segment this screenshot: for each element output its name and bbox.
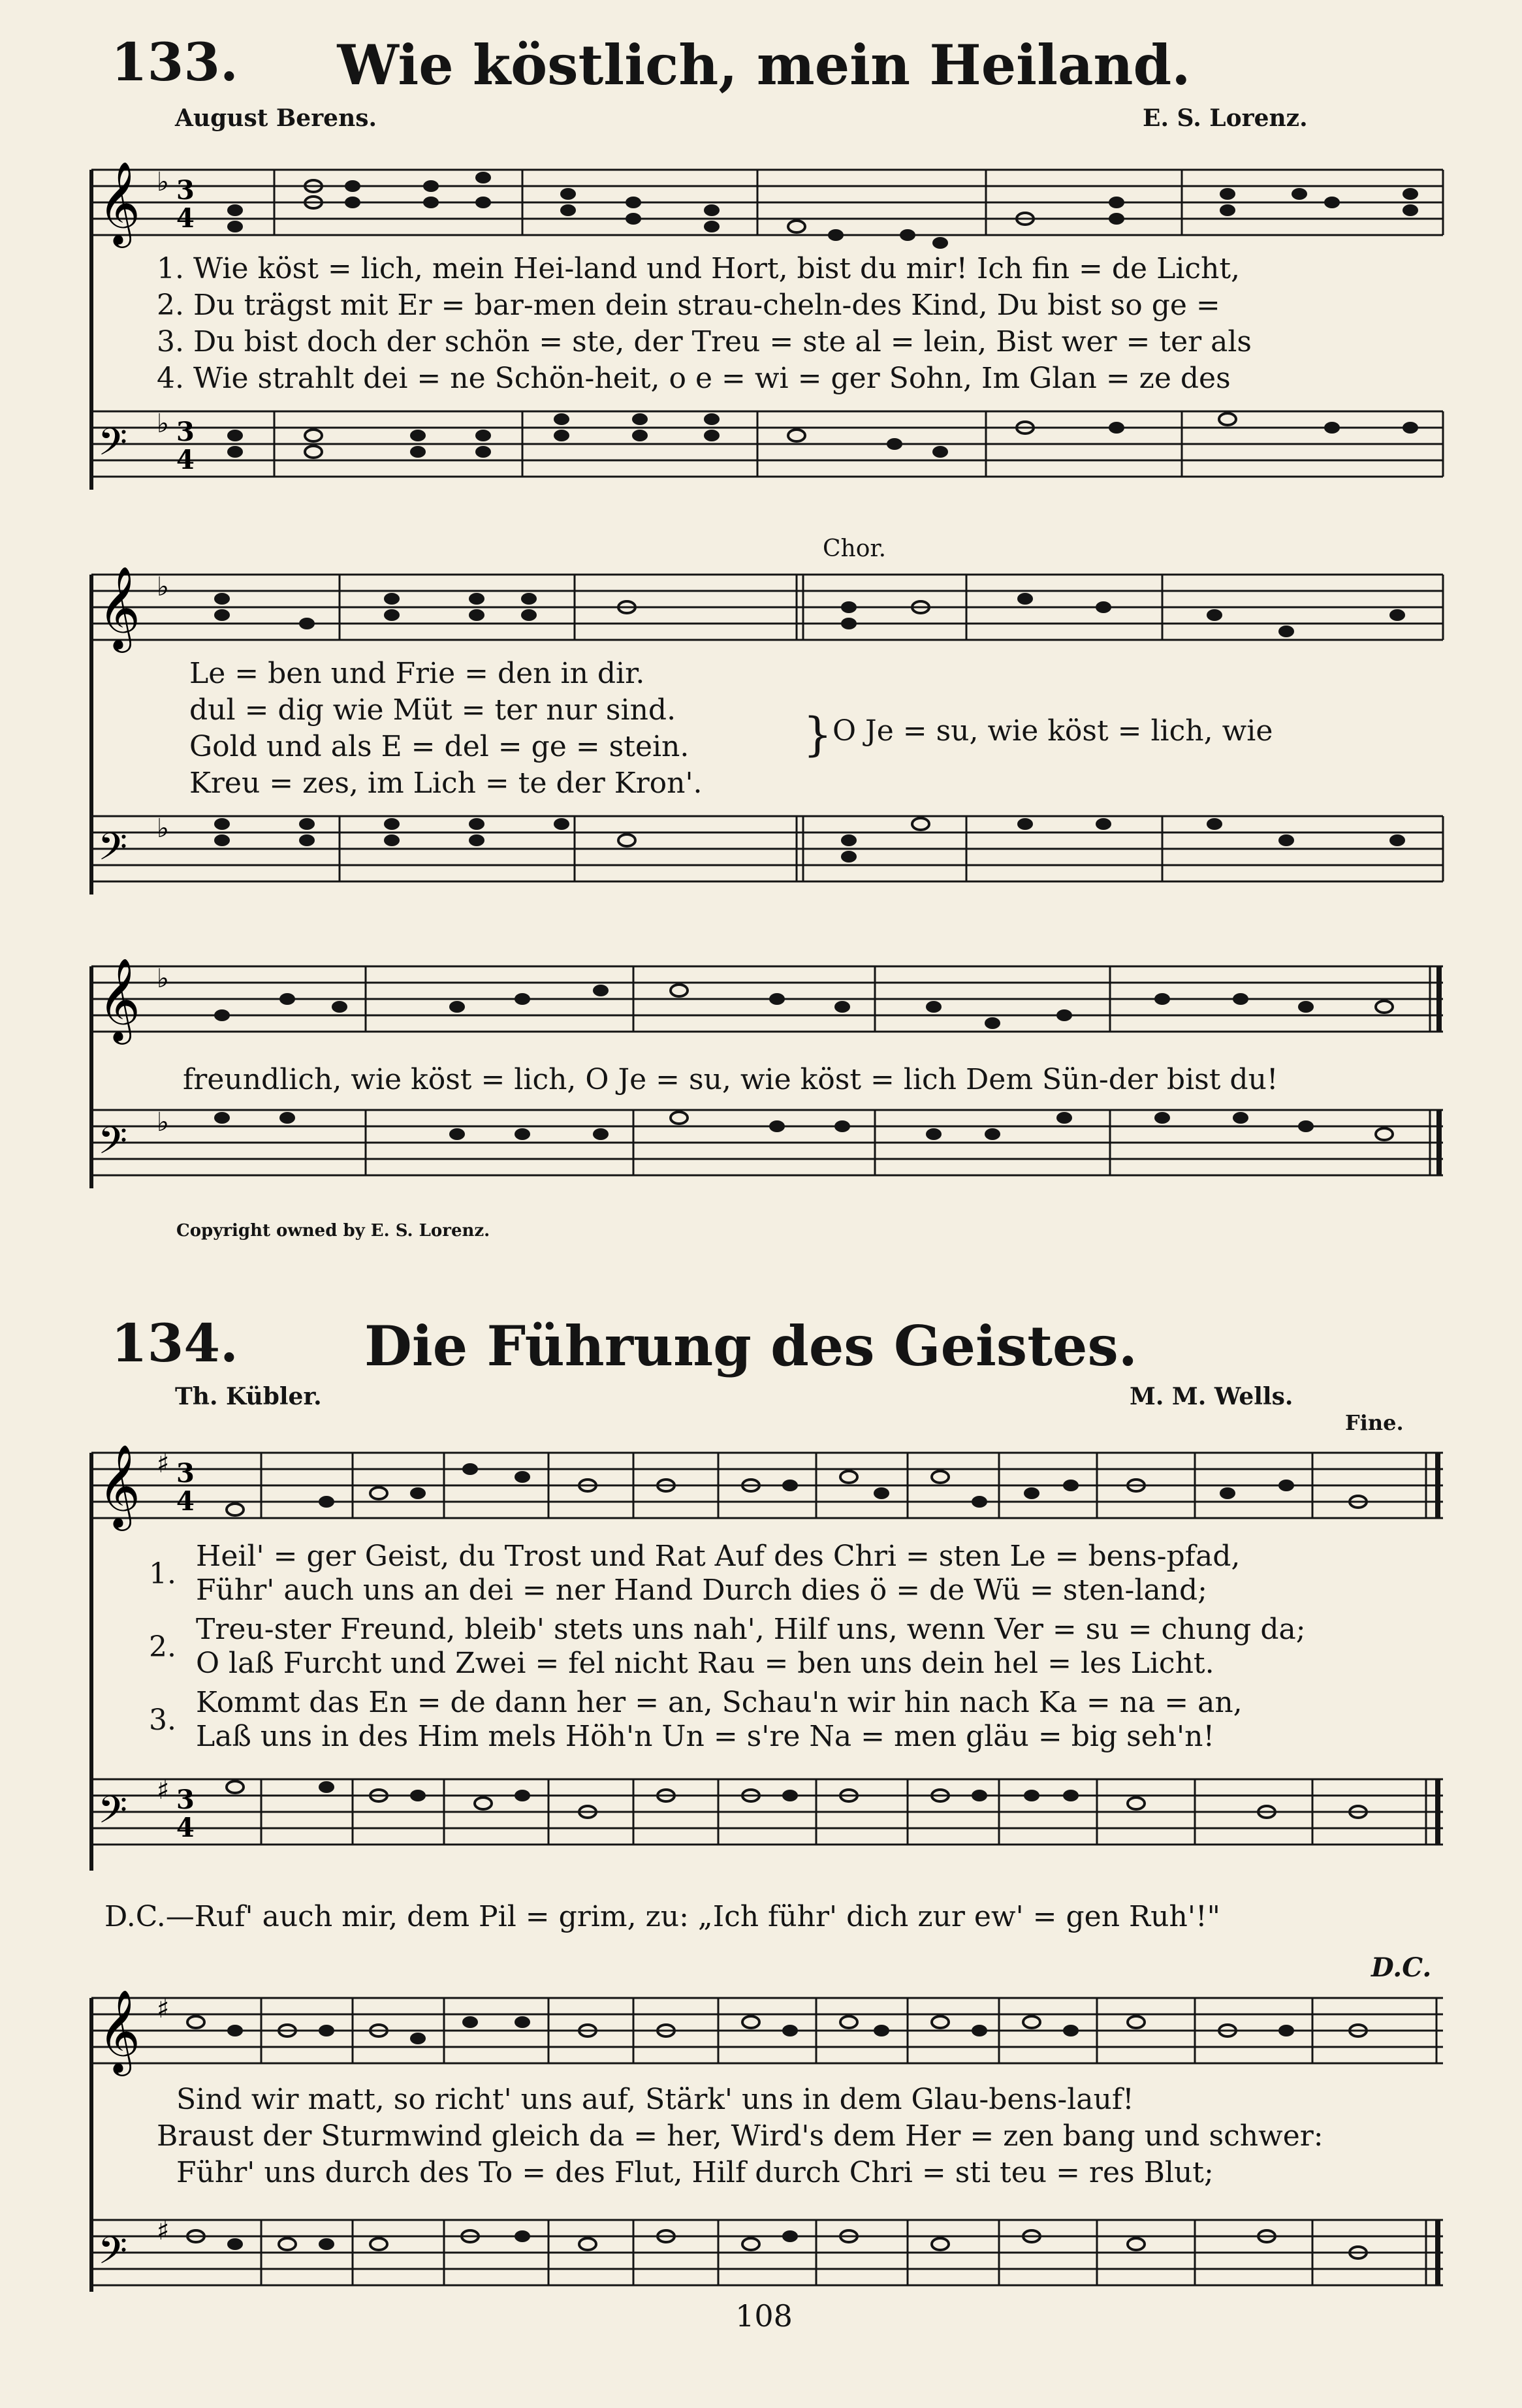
svg-text:3: 3: [176, 417, 195, 447]
composer-credit: M. M. Wells.: [1130, 1383, 1293, 1410]
verse-line: Treu-ster Freund, bleib' stets uns nah', Hilf uns, wenn Ver = su = chung da;: [196, 1613, 1306, 1646]
svg-text:♭: ♭: [157, 409, 169, 439]
svg-text:3: 3: [176, 1458, 195, 1489]
svg-text:4: 4: [176, 1813, 195, 1843]
verse-line: Kreu = zes, im Lich = te der Kron'.: [189, 767, 703, 800]
verse-line: 4. Wie strahlt dei = ne Schön-heit, o e = wi = ger Sohn, Im Glan = ze des: [157, 362, 1231, 395]
verse-number: 3.: [149, 1703, 176, 1737]
composer-credit: E. S. Lorenz.: [1143, 104, 1308, 132]
svg-text:♯: ♯: [157, 1994, 170, 2024]
svg-text:4: 4: [176, 445, 195, 475]
svg-text:𝄢: 𝄢: [98, 1118, 128, 1172]
svg-text:3: 3: [176, 175, 195, 206]
copyright-notice: Copyright owned by E. S. Lorenz.: [176, 1221, 490, 1241]
svg-text:♯: ♯: [157, 1775, 170, 1805]
svg-text:4: 4: [176, 203, 195, 234]
verse-number: 1.: [149, 1557, 176, 1591]
verse-brace: }: [803, 708, 832, 761]
svg-text:𝄞: 𝄞: [98, 1444, 141, 1527]
verse-line: O laß Furcht und Zwei = fel nicht Rau = ben uns dein hel = les Licht.: [196, 1647, 1214, 1680]
svg-text:𝄞: 𝄞: [98, 957, 141, 1041]
svg-text:4: 4: [176, 1486, 195, 1517]
svg-text:𝄞: 𝄞: [98, 565, 141, 649]
svg-text:𝄢: 𝄢: [98, 825, 128, 878]
lyricist-credit: August Berens.: [175, 104, 377, 132]
dc-line: D.C.—Ruf' auch mir, dem Pil = grim, zu: „Ich führ' dich zur ew' = gen Ruh'!": [104, 1900, 1220, 1933]
chorus-line: freundlich, wie köst = lich, O Je = su, wie köst = lich Dem Sün-der bist du!: [183, 1063, 1278, 1096]
svg-text:♭: ♭: [157, 167, 169, 197]
svg-text:♭: ♭: [157, 572, 169, 602]
verse-line: Heil' = ger Geist, du Trost und Rat Auf des Chri = sten Le = bens-pfad,: [196, 1540, 1241, 1573]
verse-line: Gold und als E = del = ge = stein.: [189, 730, 690, 763]
svg-text:♭: ♭: [157, 1107, 169, 1137]
hymn-number: 133.: [111, 31, 238, 93]
verse-line: Kommt das En = de dann her = an, Schau'n wir hin nach Ka = na = an,: [196, 1686, 1243, 1719]
svg-text:𝄞: 𝄞: [98, 1989, 141, 2072]
verse-line: 2. Du trägst mit Er = bar-men dein strau-cheln-des Kind, Du bist so ge =: [157, 289, 1220, 322]
verse-line: Laß uns in des Him mels Höh'n Un = s're Na = men gläu = big seh'n!: [196, 1720, 1215, 1753]
chorus-line: O Je = su, wie köst = lich, wie: [832, 714, 1273, 748]
svg-text:♭: ♭: [157, 964, 169, 994]
verse-line: 3. Du bist doch der schön = ste, der Treu = ste al = lein, Bist wer = ter als: [157, 325, 1252, 358]
hymn-number: 134.: [111, 1312, 238, 1374]
lyricist-credit: Th. Kübler.: [175, 1383, 322, 1410]
verse-line: Führ' auch uns an dei = ner Hand Durch dies ö = de Wü = sten-land;: [196, 1574, 1208, 1607]
svg-text:𝄢: 𝄢: [98, 1788, 128, 1841]
verse-line: dul = dig wie Müt = ter nur sind.: [189, 693, 676, 727]
fine-marking: Fine.: [1345, 1410, 1404, 1435]
svg-text:♭: ♭: [157, 814, 169, 844]
svg-text:♯: ♯: [157, 2216, 170, 2246]
treble-clef-icon: 𝄞: [98, 161, 141, 244]
bass-clef-icon: 𝄢: [98, 420, 128, 473]
bass-staff: [91, 411, 1443, 477]
verse-line: Führ' uns durch des To = des Flut, Hilf durch Chri = sti teu = res Blut;: [176, 2156, 1214, 2189]
verse-line: Sind wir matt, so richt' uns auf, Stärk' uns in dem Glau-bens-lauf!: [176, 2083, 1134, 2116]
verse-line: Le = ben und Frie = den in dir.: [189, 657, 645, 690]
verse-number: 2.: [149, 1630, 176, 1664]
hymn-title: Die Führung des Geistes.: [364, 1314, 1137, 1378]
svg-text:♯: ♯: [157, 1449, 170, 1479]
hymn-title: Wie köstlich, mein Heiland.: [337, 33, 1191, 97]
svg-text:𝄢: 𝄢: [98, 2228, 128, 2282]
dc-marking: D.C.: [1371, 1952, 1432, 1983]
chorus-label: Chor.: [823, 535, 887, 562]
verse-line: Braust der Sturmwind gleich da = her, Wird's dem Her = zen bang und schwer:: [157, 2119, 1324, 2153]
page-number: 108: [735, 2298, 793, 2334]
verse-line: 1. Wie köst = lich, mein Hei-land und Hort, bist du mir! Ich fin = de Licht,: [157, 252, 1241, 285]
svg-text:3: 3: [176, 1784, 195, 1815]
